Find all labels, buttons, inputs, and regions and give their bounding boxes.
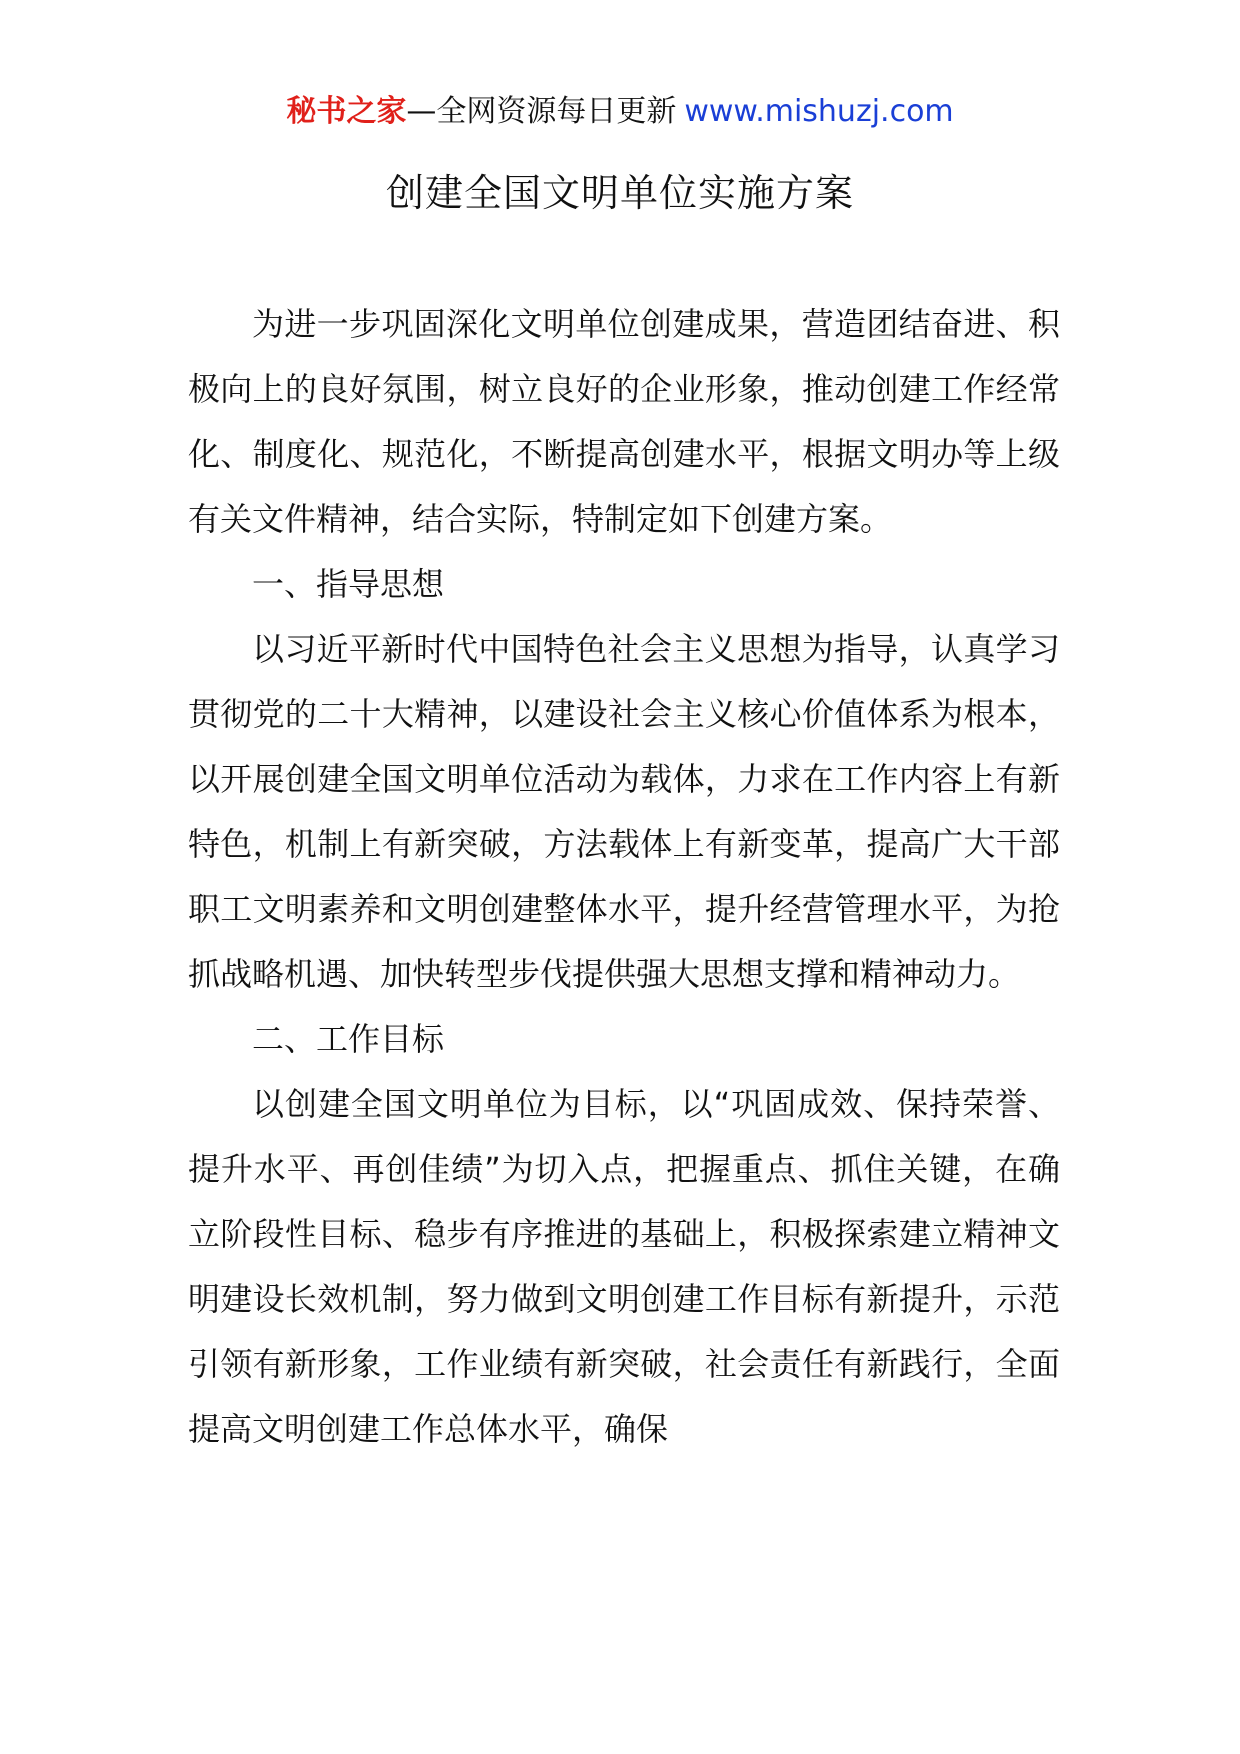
document-body xyxy=(188,292,1060,1462)
guiding-ideology-paragraph: 以习近平新时代中国特色社会主义思想为指导，认真学习贯彻党的二十大精神，以建设社会主义核心价值体系为根本，以开展创建全国文明单位活动为载体，力求在工作内容上有新特色，机制上有新突破，方法载体上有新变革，提高广大干部职工文明素养和文明创建整体水平，提升经营管理水平，为抢抓战略机遇、加快转型步伐提供强大思想支撑和精神动力。 xyxy=(188,630,1060,993)
section-heading-guiding-ideology: 一、指导思想 xyxy=(252,565,445,603)
site-header xyxy=(0,92,1240,132)
work-goals-paragraph: 以创建全国文明单位为目标，以“巩固成效、保持荣誉、提升水平、再创佳绩”为切入点，把握重点、抓住关键，在确立阶段性目标、稳步有序推进的基础上，积极探索建立精神文明建设长效机制，努力做到文明创建工作目标有新提升，示范引领有新形象，工作业绩有新突破，社会责任有新践行，全面提高文明创建工作总体水平，确保 xyxy=(188,1085,1060,1448)
section-heading-work-goals: 二、工作目标 xyxy=(252,1020,445,1058)
site-url-link[interactable]: www.mishuzj.com xyxy=(684,94,954,129)
document-title: 创建全国文明单位实施方案 xyxy=(385,171,854,215)
intro-paragraph: 为进一步巩固深化文明单位创建成果，营造团结奋进、积极向上的良好氛围，树立良好的企业形象，推动创建工作经常化、制度化、规范化，不断提高创建水平，根据文明办等上级有关文件精神，结合实际，特制定如下创建方案。 xyxy=(188,305,1060,538)
header-tagline: —全网资源每日更新 xyxy=(406,94,677,129)
brand-name: 秘书之家 xyxy=(286,94,407,129)
